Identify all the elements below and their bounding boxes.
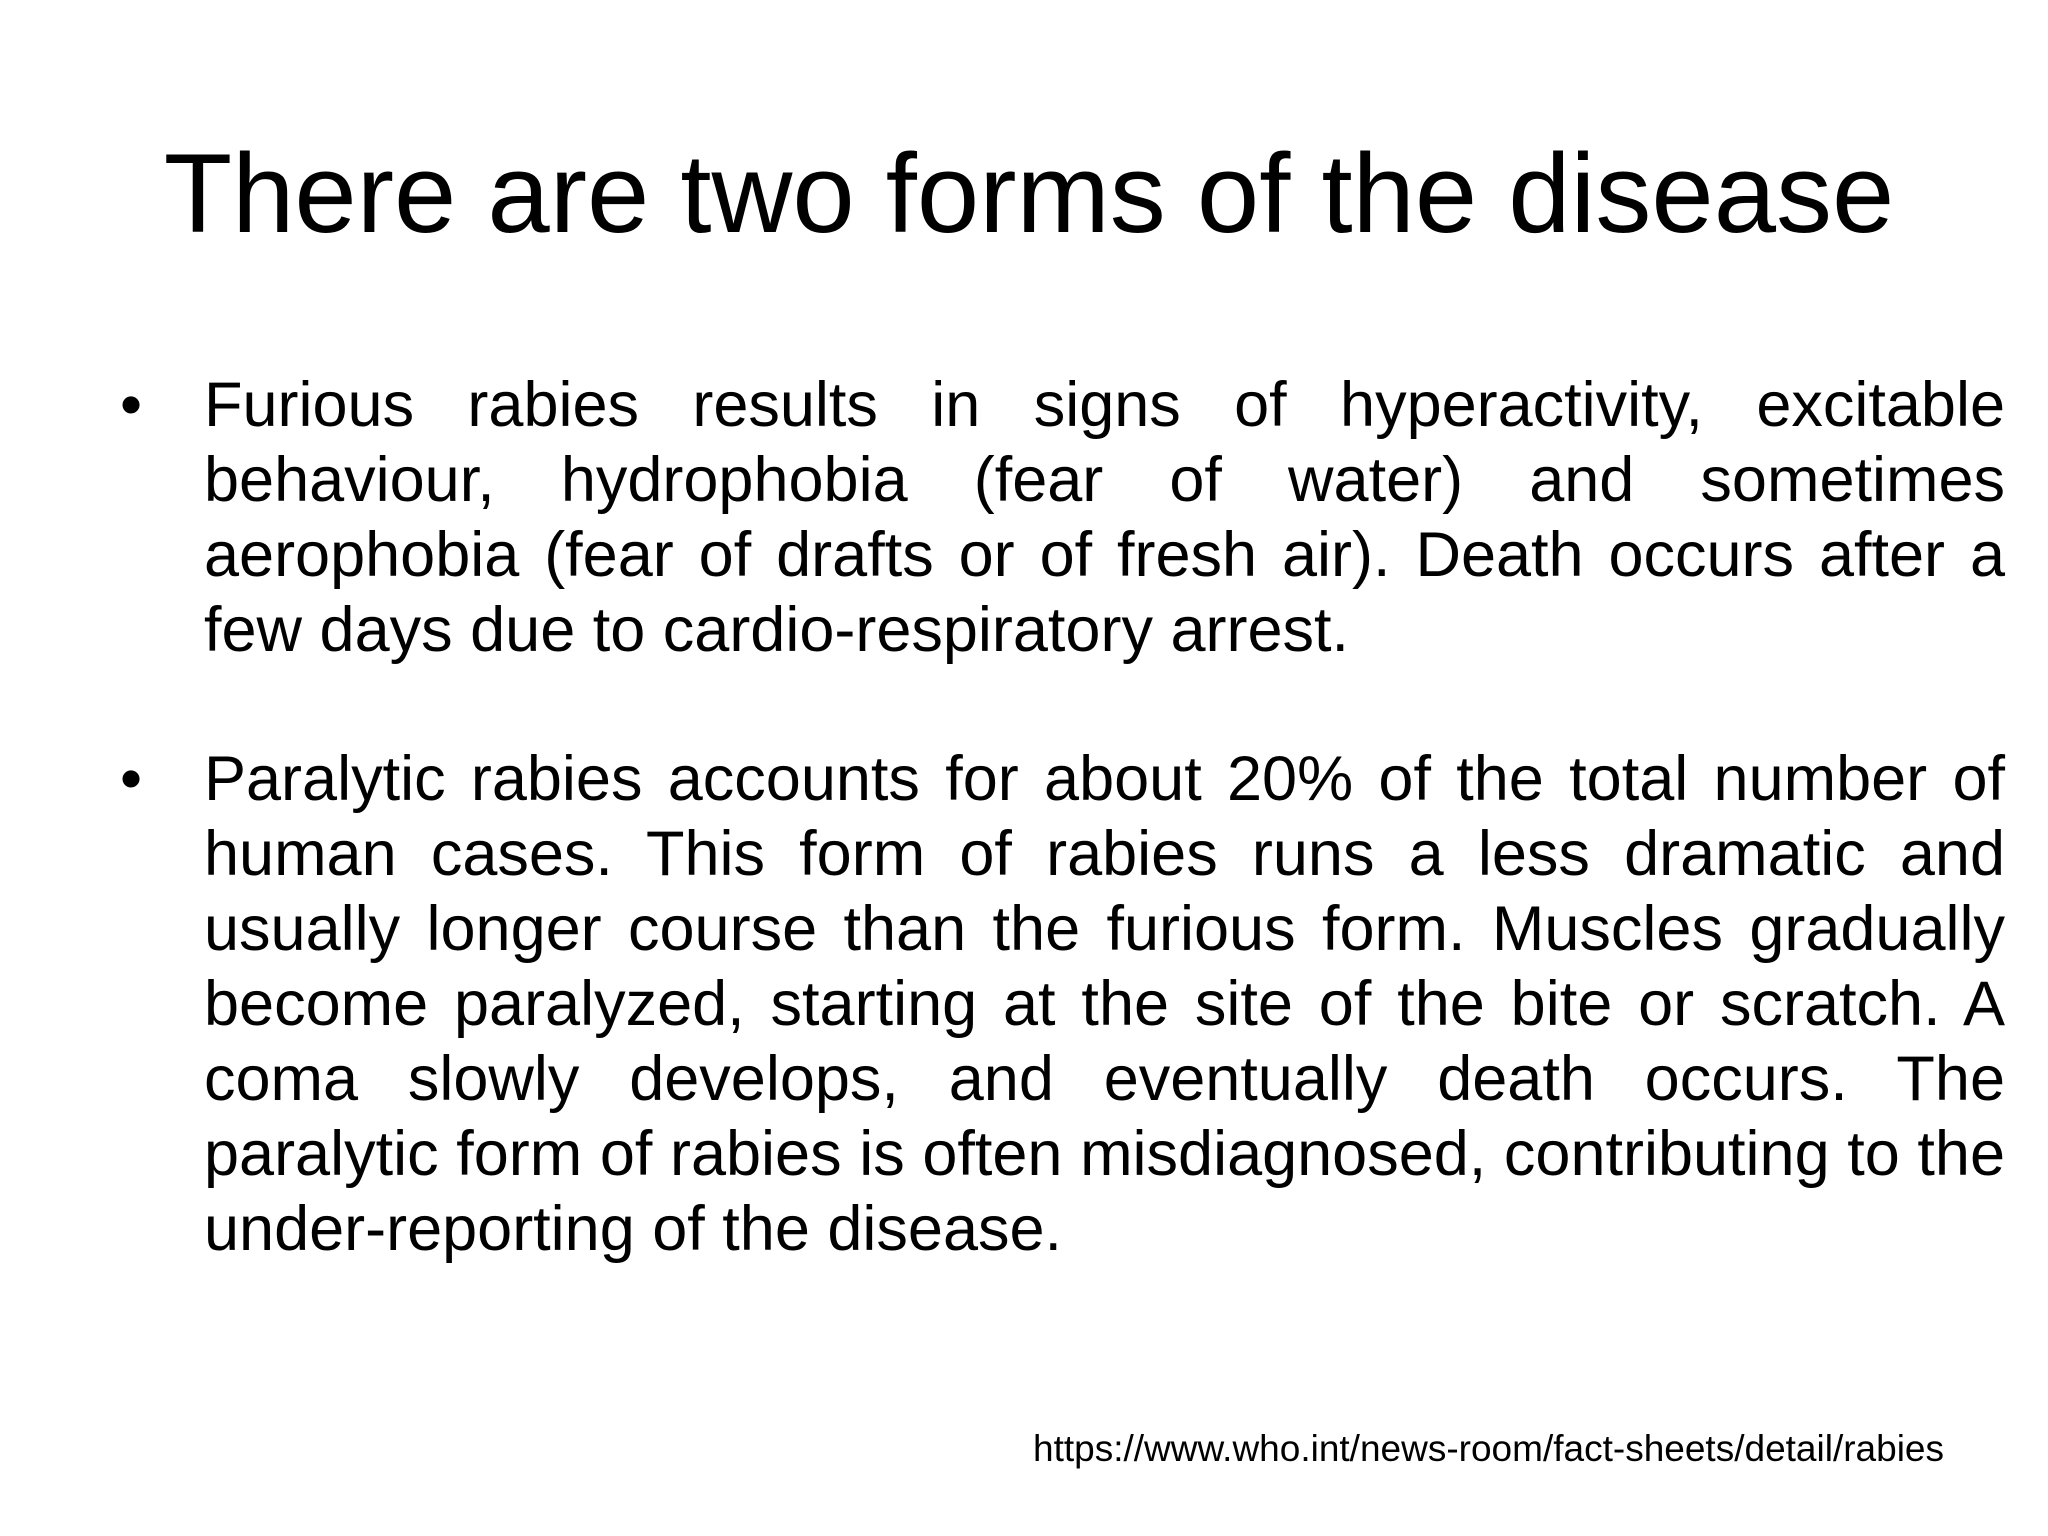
bullet-marker: • — [120, 744, 143, 814]
slide-title: There are two forms of the disease — [163, 131, 1895, 256]
bullet-text-furious-rabies: Furious rabies results in signs of hyperactivity, excitable behaviour, hydrophobia (fear of water) and sometimes aerophobia (fear of drafts or of fresh air). Death occurs after a few days due to cardio-respiratory arrest. — [204, 370, 2005, 665]
bullet-marker: • — [120, 370, 143, 440]
source-url: https://www.who.int/news-room/fact-sheets/detail/rabies — [1033, 1428, 1944, 1469]
bullet-item-furious-rabies — [120, 368, 2005, 668]
bullet-text-paralytic-rabies: Paralytic rabies accounts for about 20% of the total number of human cases. This form of rabies runs a less dramatic and usually longer course than the furious form. Muscles gradually become paralyzed, starting at the site of the bite or scratch. A coma slowly develops, and eventually death occurs. The paralytic form of rabies is often misdiagnosed, contributing to the under-reporting of the disease. — [204, 744, 2005, 1264]
bullet-item-paralytic-rabies — [120, 742, 2005, 1267]
bullet-list — [120, 368, 2005, 1267]
